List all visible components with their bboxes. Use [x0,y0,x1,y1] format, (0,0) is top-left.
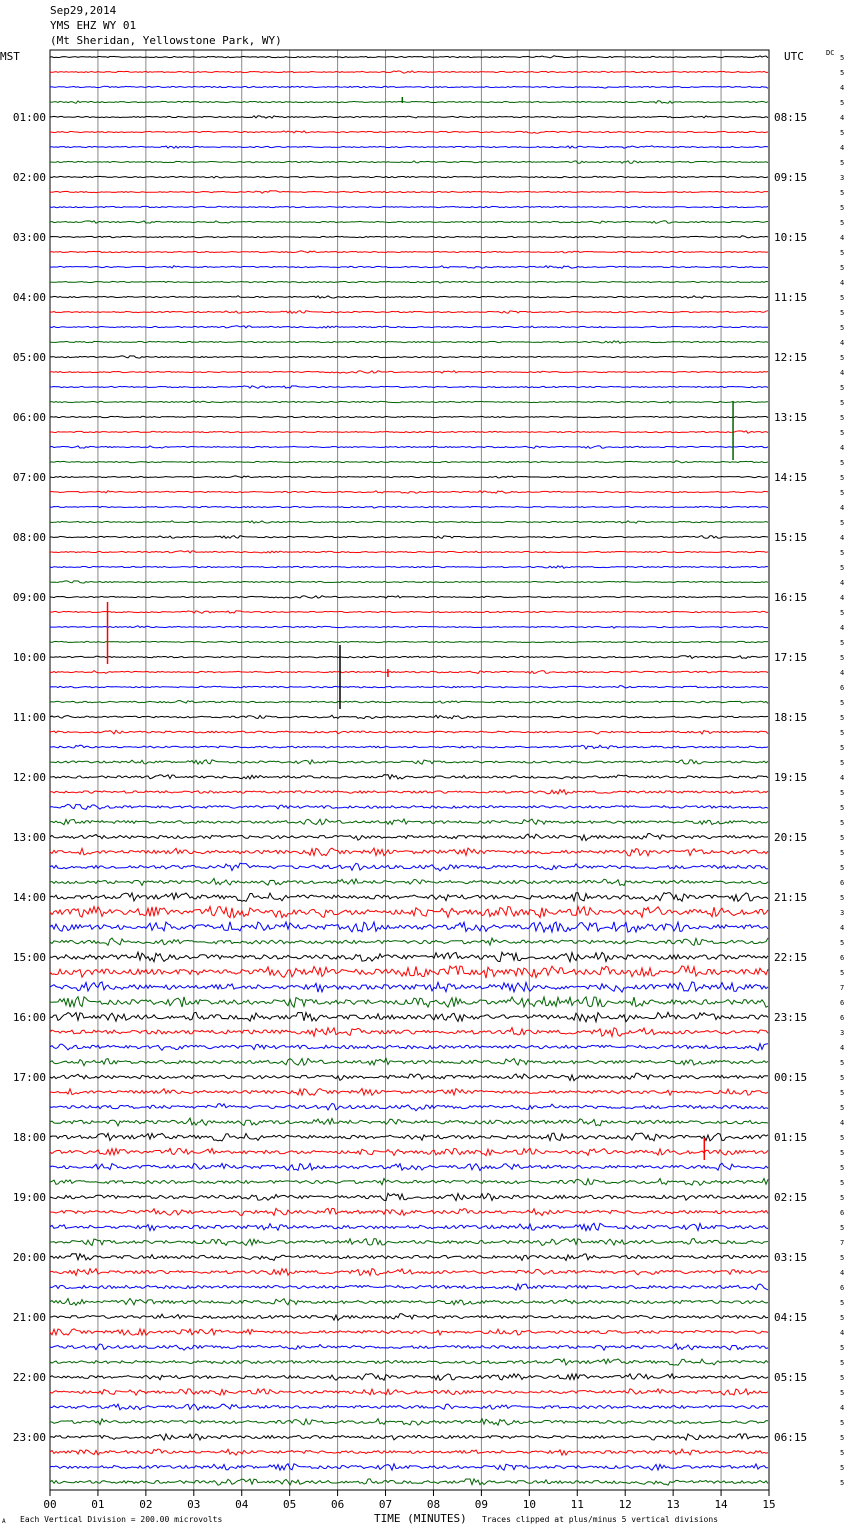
dc-offset-label: 5 [840,1224,845,1232]
trace-line-19 [50,341,768,344]
trace-line-11 [50,221,768,224]
trace-line-95 [50,1479,768,1485]
x-tick-label: 13 [666,1498,680,1511]
trace-line-60 [50,952,768,962]
plot-frame [50,50,769,1490]
x-tick-label: 01 [91,1498,105,1511]
dc-offset-label: 4 [840,1044,845,1052]
trace-line-46 [50,745,768,749]
trace-line-38 [50,626,768,628]
utc-hour-label: 22:15 [774,951,808,964]
mst-hour-label: 10:00 [12,651,46,664]
dc-offset-label: 5 [840,639,845,647]
dc-offset-label: 5 [840,969,845,977]
utc-hour-label: 11:15 [774,291,808,304]
trace-line-29 [50,491,768,494]
trace-line-62 [50,982,768,992]
dc-offset-label: 5 [840,1149,845,1157]
x-axis-ticks [43,1490,775,1511]
mst-hour-label: 16:00 [12,1011,46,1024]
dc-offset-label: 3 [840,909,845,917]
mst-hour-label: 07:00 [12,471,46,484]
dc-offset-label: 5 [840,1104,845,1112]
dc-offset-label: 5 [840,1344,845,1352]
dc-offset-label: 7 [840,984,845,992]
trace-line-4 [50,116,768,118]
trace-line-21 [50,371,768,373]
dc-offset-label: 4 [840,534,845,542]
station-location: (Mt Sheridan, Yellowstone Park, WY) [50,34,282,47]
dc-offset-label: 5 [840,309,845,317]
mst-hour-label: 12:00 [12,771,46,784]
dc-offset-label: 5 [840,804,845,812]
dc-offset-label: 5 [840,1449,845,1457]
dc-offset-label: 4 [840,1404,845,1412]
x-axis-title: TIME (MINUTES) [374,1512,467,1525]
dc-offset-label: 4 [840,114,845,122]
trace-line-51 [50,819,768,825]
trace-line-0 [50,56,768,58]
trace-line-71 [50,1118,768,1126]
trace-line-68 [50,1073,768,1080]
dc-offset-label: 5 [840,1074,845,1082]
x-tick-label: 10 [522,1498,536,1511]
trace-line-30 [50,506,768,508]
dc-offset-label: 7 [840,1239,845,1247]
trace-line-78 [50,1223,768,1230]
dc-offset-label: 4 [840,924,845,932]
utc-hour-label: 23:15 [774,1011,808,1024]
mst-hour-label: 03:00 [12,231,46,244]
dc-offset-label: 5 [840,849,845,857]
seismic-traces [50,56,768,1486]
dc-offset-label: 4 [840,84,845,92]
utc-hour-label: 06:15 [774,1431,808,1444]
trace-line-35 [50,581,768,583]
utc-hour-label: 15:15 [774,531,808,544]
dc-offset-label: 5 [840,384,845,392]
dc-offset-label: 6 [840,1284,845,1292]
dc-offset-label: 5 [840,459,845,467]
dc-offset-label: 4 [840,144,845,152]
dc-offset-label: 5 [840,744,845,752]
chart-date: Sep29,2014 [50,4,117,17]
mst-hour-label: 13:00 [12,831,46,844]
trace-line-66 [50,1044,768,1051]
dc-offset-label: 4 [840,1329,845,1337]
trace-line-8 [50,176,768,178]
dc-offset-label: 4 [840,279,845,287]
trace-line-12 [50,236,768,238]
dc-offset-label: 5 [840,99,845,107]
dc-offset-label: 5 [840,1359,845,1367]
dc-offset-label: 5 [840,729,845,737]
trace-line-90 [50,1404,768,1410]
trace-line-91 [50,1419,768,1426]
trace-line-93 [50,1449,768,1455]
mst-hour-label: 19:00 [12,1191,46,1204]
footer-mark: A [2,1518,6,1525]
trace-line-55 [50,879,768,886]
trace-line-81 [50,1269,768,1276]
trace-line-48 [50,775,768,779]
trace-line-2 [50,86,768,88]
trace-line-49 [50,790,768,795]
trace-line-23 [50,401,768,403]
trace-line-1 [50,71,768,73]
dc-offset-label: 5 [840,264,845,272]
trace-line-84 [50,1314,768,1321]
mst-hour-label: 17:00 [12,1071,46,1084]
dc-offset-label: 5 [840,1389,845,1397]
trace-line-28 [50,476,768,478]
dc-offset-label: 5 [840,1134,845,1142]
trace-line-31 [50,521,768,524]
trace-line-25 [50,431,768,433]
utc-hour-label: 17:15 [774,651,808,664]
dc-offset-label: 5 [840,1059,845,1067]
mst-hour-label: 11:00 [12,711,46,724]
trace-line-75 [50,1179,768,1186]
trace-line-5 [50,131,768,133]
trace-line-65 [50,1028,768,1037]
dc-offset-label: 5 [840,1254,845,1262]
trace-line-70 [50,1104,768,1111]
x-tick-label: 02 [139,1498,153,1511]
utc-hour-label: 09:15 [774,171,808,184]
trace-line-41 [50,671,768,674]
trace-line-24 [50,416,768,417]
mst-hour-label: 09:00 [12,591,46,604]
mst-hour-label: 15:00 [12,951,46,964]
trace-line-83 [50,1299,768,1306]
utc-hour-label: 21:15 [774,891,808,904]
mst-hour-label: 23:00 [12,1431,46,1444]
x-tick-label: 06 [330,1498,345,1511]
dc-offset-label: 5 [840,1479,845,1487]
dc-offset-label: 5 [840,654,845,662]
trace-line-6 [50,146,768,148]
dc-offset-label: 5 [840,399,845,407]
trace-line-26 [50,446,768,449]
dc-offset-label: 5 [840,249,845,257]
dc-offset-label: 6 [840,954,845,962]
trace-line-69 [50,1089,768,1096]
trace-line-92 [50,1434,768,1440]
trace-line-14 [50,266,768,269]
trace-line-85 [50,1329,768,1335]
x-tick-label: 11 [570,1498,584,1511]
station-code: YMS EHZ WY 01 [50,19,137,32]
dc-offset-label: 5 [840,759,845,767]
dc-offset-label: 4 [840,1269,845,1277]
dc-offset-label: 5 [840,939,845,947]
dc-offset-label: 6 [840,1014,845,1022]
dc-offset-label: 4 [840,444,845,452]
utc-hour-label: 02:15 [774,1191,808,1204]
trace-line-53 [50,848,768,856]
trace-line-74 [50,1163,768,1170]
dc-offset-label: 4 [840,504,845,512]
dc-offset-label: 4 [840,234,845,242]
dc-offset-label: 4 [840,339,845,347]
dc-offset-label: 5 [840,564,845,572]
mst-hour-labels [13,111,46,1444]
dc-offset-label: 5 [840,1464,845,1472]
dc-offset-label: 4 [840,624,845,632]
trace-line-50 [50,804,768,809]
dc-offset-label: 5 [840,69,845,77]
dc-offset-label: 4 [840,369,845,377]
trace-line-72 [50,1133,768,1141]
left-timezone-label: MST [0,50,20,63]
trace-line-3 [50,101,768,104]
mst-hour-label: 05:00 [12,351,46,364]
trace-line-40 [50,656,768,659]
mst-hour-label: 08:00 [12,531,46,544]
dc-offset-label: 5 [840,189,845,197]
dc-offset-label: 5 [840,864,845,872]
mst-hour-label: 06:00 [12,411,46,424]
trace-line-57 [50,907,768,918]
dc-offset-label: 5 [840,1299,845,1307]
trace-line-27 [50,461,768,463]
trace-line-80 [50,1254,768,1261]
x-tick-label: 07 [378,1498,393,1511]
x-tick-label: 05 [283,1498,297,1511]
dc-offset-label: 5 [840,1089,845,1097]
trace-line-13 [50,251,768,253]
dc-offset-label: 5 [840,819,845,827]
dc-offset-label: 5 [840,354,845,362]
x-tick-label: 08 [426,1498,441,1511]
trace-line-44 [50,715,768,719]
trace-line-54 [50,863,768,871]
dc-offset-label: 5 [840,1314,845,1322]
trace-line-89 [50,1389,768,1395]
utc-hour-label: 13:15 [774,411,808,424]
dc-offset-label: 6 [840,879,845,887]
dc-offset-label: 5 [840,699,845,707]
dc-offset-label: 5 [840,894,845,902]
utc-hour-label: 20:15 [774,831,808,844]
utc-hour-label: 08:15 [774,111,808,124]
utc-hour-label: 03:15 [774,1251,808,1264]
trace-line-9 [50,191,768,194]
trace-line-34 [50,566,768,569]
mst-hour-label: 18:00 [12,1131,46,1144]
trace-line-61 [50,966,768,978]
utc-hour-labels [774,111,807,1444]
dc-offset-label: 5 [840,204,845,212]
dc-offset-label: 3 [840,1029,845,1037]
utc-hour-label: 19:15 [774,771,808,784]
dc-offset-label: 5 [840,609,845,617]
dc-offset-label: 5 [840,489,845,497]
mst-hour-label: 22:00 [12,1371,46,1384]
trace-line-47 [50,760,768,764]
clip-note: Traces clipped at plus/minus 5 vertical divisions [482,1515,719,1524]
trace-line-86 [50,1344,768,1351]
mst-hour-label: 02:00 [12,171,46,184]
trace-line-22 [50,386,768,389]
dc-offset-label: 4 [840,774,845,782]
mst-hour-label: 01:00 [12,111,46,124]
utc-hour-label: 00:15 [774,1071,808,1084]
mst-hour-label: 20:00 [12,1251,46,1264]
mst-hour-label: 14:00 [12,891,46,904]
utc-hour-label: 16:15 [774,591,808,604]
trace-line-73 [50,1148,768,1155]
trace-line-76 [50,1193,768,1200]
dc-offset-label: 5 [840,519,845,527]
trace-line-43 [50,701,768,704]
trace-line-87 [50,1359,768,1365]
trace-line-33 [50,551,768,553]
x-tick-label: 15 [762,1498,776,1511]
trace-line-15 [50,281,768,283]
dc-offset-label: 6 [840,684,845,692]
trace-line-20 [50,356,768,358]
right-timezone-label: UTC [784,50,804,63]
utc-hour-label: 18:15 [774,711,808,724]
dc-offset-labels [840,54,844,1487]
dc-offset-label: 5 [840,414,845,422]
trace-line-79 [50,1239,768,1246]
trace-line-63 [50,997,768,1008]
trace-line-37 [50,611,768,614]
dc-offset-label: 5 [840,159,845,167]
trace-line-52 [50,834,768,841]
trace-line-64 [50,1012,768,1022]
utc-hour-label: 04:15 [774,1311,808,1324]
dc-offset-label: 5 [840,474,845,482]
x-tick-label: 00 [43,1498,57,1511]
dc-offset-label: 4 [840,579,845,587]
dc-offset-label: 5 [840,1374,845,1382]
utc-hour-label: 01:15 [774,1131,808,1144]
trace-line-16 [50,296,768,299]
dc-offset-label: 6 [840,1209,845,1217]
trace-line-17 [50,311,768,314]
trace-line-45 [50,730,768,734]
utc-hour-label: 05:15 [774,1371,808,1384]
trace-line-10 [50,206,768,207]
dc-offset-label: 5 [840,219,845,227]
dc-offset-label: 5 [840,1164,845,1172]
dc-offset-label: 5 [840,1419,845,1427]
dc-offset-label: 5 [840,429,845,437]
utc-hour-label: 14:15 [774,471,808,484]
trace-line-7 [50,161,768,164]
trace-line-56 [50,893,768,902]
trace-line-82 [50,1284,768,1290]
x-tick-label: 09 [474,1498,489,1511]
dc-offset-label: 5 [840,54,845,62]
trace-line-94 [50,1464,768,1471]
trace-line-67 [50,1058,768,1065]
utc-hour-label: 10:15 [774,231,808,244]
x-tick-label: 12 [618,1498,632,1511]
dc-offset-label: 5 [840,129,845,137]
scale-note: Each Vertical Division = 200.00 microvolts [20,1515,223,1524]
dc-offset-label: 5 [840,294,845,302]
trace-line-18 [50,326,768,328]
dc-offset-label: 5 [840,324,845,332]
trace-line-36 [50,596,768,598]
trace-line-39 [50,641,768,642]
x-tick-label: 03 [187,1498,201,1511]
dc-offset-label: 5 [840,1194,845,1202]
minute-gridlines [50,50,769,1490]
dc-offset-label: 5 [840,1179,845,1187]
trace-line-77 [50,1208,768,1215]
trace-line-59 [50,938,768,945]
dc-offset-label: 6 [840,999,845,1007]
dc-offset-label: 3 [840,174,845,182]
trace-line-88 [50,1374,768,1381]
trace-line-32 [50,536,768,539]
dc-offset-label: 4 [840,669,845,677]
mst-hour-label: 04:00 [12,291,46,304]
dc-offset-label: 5 [840,549,845,557]
x-tick-label: 04 [235,1498,249,1511]
utc-hour-label: 12:15 [774,351,808,364]
x-tick-label: 14 [714,1498,728,1511]
dc-offset-label: 4 [840,1119,845,1127]
trace-line-58 [50,922,768,932]
dc-offset-label: 4 [840,594,845,602]
dc-offset-label: 5 [840,834,845,842]
dc-offset-label: 5 [840,714,845,722]
dc-offset-label: 5 [840,789,845,797]
trace-line-42 [50,686,768,689]
dc-offset-label: 5 [840,1434,845,1442]
dc-column-label: DC [826,49,835,57]
mst-hour-label: 21:00 [12,1311,46,1324]
